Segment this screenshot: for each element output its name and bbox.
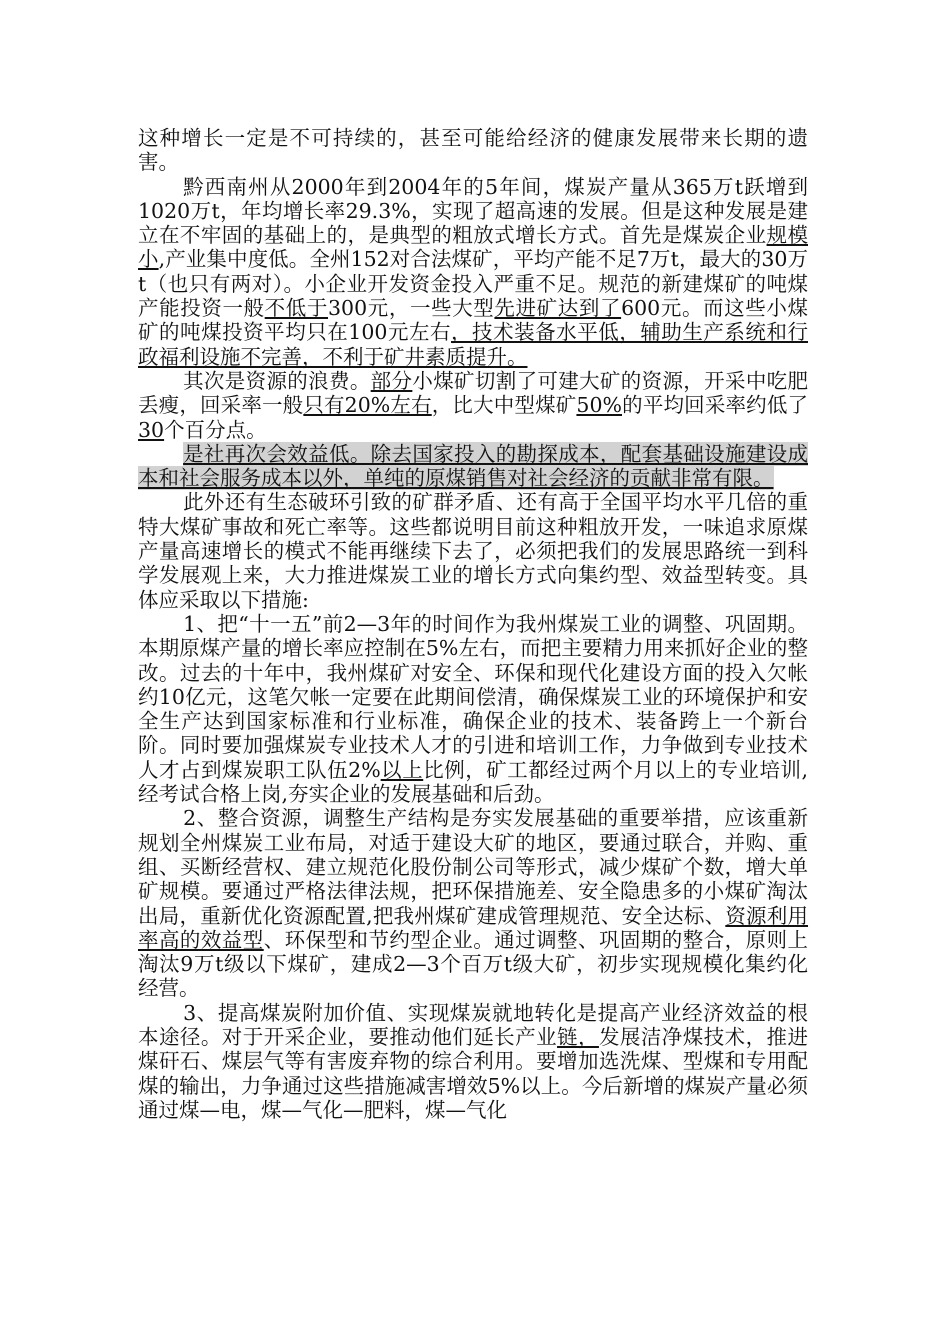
text-run: 600元。而这些小煤矿的吨煤投资平均只在100元左右	[138, 296, 808, 345]
underlined-text: 不低于	[264, 296, 329, 321]
underlined-text: 链，	[557, 1024, 599, 1049]
text-run: 黔西南州从2000年到2004年的5年间，煤炭产量从365万t跃增到1020万t，年均增长率29.3%，实现了超高速的发展。但是这种发展是建立在不牢固的基础上的，是典型的粗放式增长方式。首先是煤炭企业	[138, 174, 808, 248]
text-run: 小煤矿切割了可建大矿的资源，开采中吃肥丢瘦，回采率一般	[138, 368, 809, 418]
text-run: 比例，矿工都经过两个月以上的专业培训,经考试合格上岗,夯实企业的发展基础和后劲。	[138, 757, 808, 807]
text-run: ，比大中型煤矿	[431, 393, 577, 418]
paragraph	[138, 126, 808, 175]
underlined-text: 先进矿达到了	[494, 296, 622, 321]
text-run: 的平均回采率约低了	[622, 393, 809, 418]
document-body	[138, 126, 808, 1122]
paragraph	[138, 490, 808, 611]
text-run: 发展洁净煤技术，推进煤矸石、煤层气等有害废弃物的综合利用。要增加选洗煤、型煤和专用配煤的输出，力争通过这些措施减害增效5%以上。今后新增的煤炭产量必须通过煤—电，煤—气化—肥料，煤—气化	[138, 1024, 809, 1122]
text-run: 这种增长一定是不可持续的，甚至可能给经济的健康发展带来长期的遗害。	[138, 126, 808, 175]
paragraph	[138, 175, 808, 369]
underlined-text: 30	[138, 417, 165, 442]
text-run: 300元，一些大型	[328, 296, 495, 321]
text-run: 个百分点。	[164, 417, 267, 442]
paragraph	[138, 369, 808, 442]
text-run: 1、把“十一五”前2—3年的时间作为我州煤炭工业的调整、巩固期。本期原煤产量的增长率应控制在5%左右，而把主要精力用来抓好企业的整改。过去的十年中，我州煤矿对安全、环保和现代化建设方面的投入欠帐约10亿元，这笔欠帐一定要在此期间偿清，确保煤炭工业的环境保护和安全生产达到国家标准和行业标准，确保企业的技术、装备跨上一个新台阶。同时要加强煤炭专业技术人才的引进和培训工作，力争做到专业技术人才占到煤炭职工队伍2%	[138, 611, 808, 782]
underlined-text: 规模小	[138, 223, 808, 272]
text-run: ,产业集中度低。全州152对合法煤矿，平均产能不足7万t，最大的30万t（也只有两对）。小企业开发资金投入严重不足。规范的新建煤矿的吨煤产能投资一般	[138, 247, 808, 321]
text-run: 3、提高煤炭附加价值、实现煤炭就地转化是提高产业经济效益的根本途径。对于开采企业，要推动他们延长产业	[138, 1000, 808, 1049]
text-run: 2、整合资源，调整生产结构是夯实发展基础的重要举措，应该重新规划全州煤炭工业布局，对适于建设大矿的地区，要通过联合，并购、重组、买断经营权、建立规范化股份制公司等形式，减少煤矿个数，增大单矿规模。要通过严格法律法规，把环保措施差、安全隐患多的小煤矿淘汰出局，重新优化资源配置,把我州煤矿建成管理规范、安全达标、	[138, 806, 808, 928]
underlined-text: 只有20%左右	[303, 393, 432, 418]
underlined-text: 部分	[370, 368, 413, 393]
text-run: 、环保型和节约型企业。通过调整、巩固期的整合，原则上淘汰9万t级以下煤矿，建成2—3个百万t级大矿，初步实现规模化集约化经营。	[138, 927, 809, 1001]
highlighted-text: 是社再次会效益低。除去国家投入的勘探成本，配套基础设施建设成本和社会服务成本以外，单纯的原煤销售对社会经济的贡献非常有限。	[138, 441, 808, 491]
underlined-text: ，技术装备水平低，辅助生产系统和行政福利设施不完善，不利于矿井素质提升。	[138, 320, 808, 369]
underlined-text: 50%	[576, 393, 622, 418]
paragraph	[138, 1001, 808, 1122]
paragraph	[138, 806, 808, 1000]
underlined-text: 资源利用率高的效益型	[138, 903, 809, 952]
text-run: 此外还有生态破环引致的矿群矛盾、还有高于全国平均水平几倍的重特大煤矿事故和死亡率等。这些都说明目前这种粗放开发，一味追求原煤产量高速增长的模式不能再继续下去了，必须把我们的发展思路统一到科学发展观上来，大力推进煤炭工业的增长方式向集约型、效益型转变。具体应采取以下措施:	[138, 490, 808, 612]
paragraph	[138, 612, 808, 806]
text-run: 其次是资源的浪费。	[183, 368, 371, 393]
underlined-text: 以上	[380, 757, 424, 782]
paragraph	[138, 442, 808, 491]
